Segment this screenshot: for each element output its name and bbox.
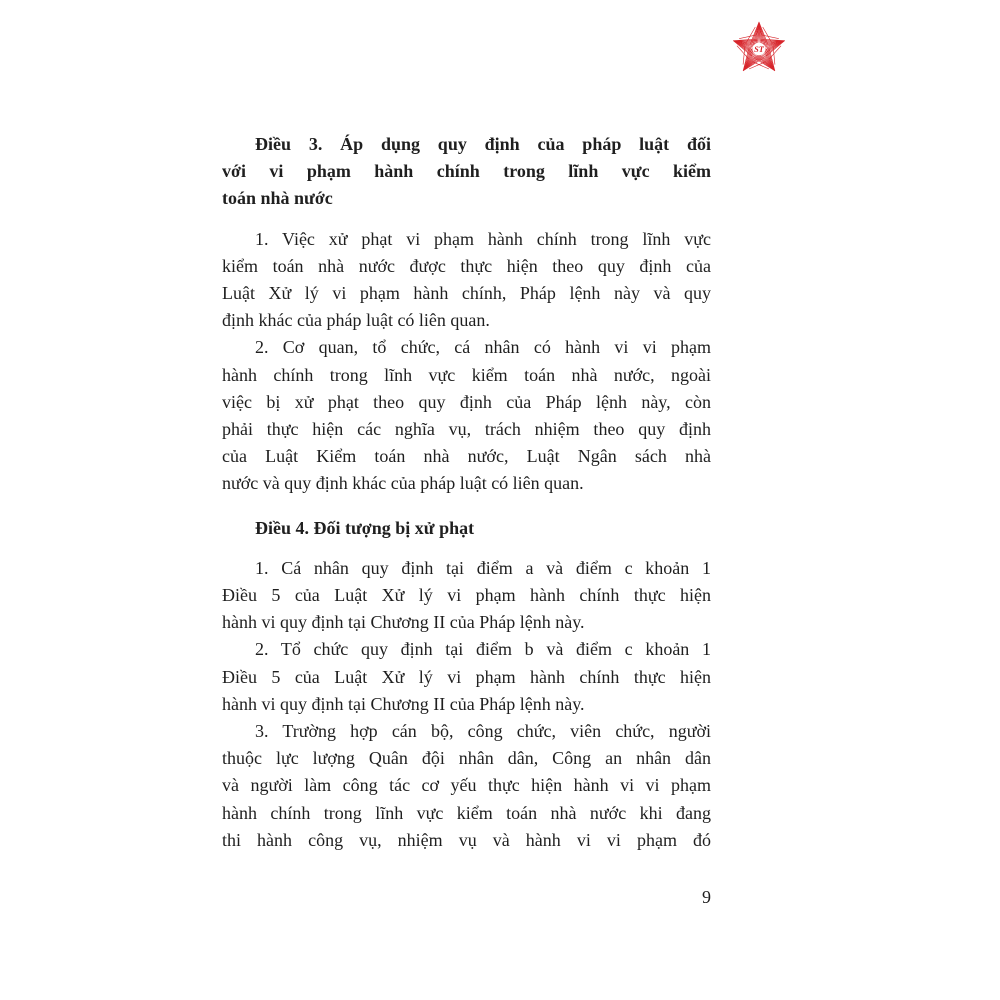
page-body (222, 131, 711, 854)
text-line: 2. Tổ chức quy định tại điểm b và điểm c khoản 1 (255, 639, 711, 660)
text-line: nước và quy định khác của pháp luật có liên quan. (222, 473, 584, 494)
text-line: toán nhà nước (222, 188, 333, 209)
text-line: 1. Việc xử phạt vi phạm hành chính trong lĩnh vực (255, 228, 711, 249)
text-line: 3. Trường hợp cán bộ, công chức, viên chức, người (255, 721, 711, 742)
text-line: hành chính trong lĩnh vực kiểm toán nhà nước, ngoài (222, 364, 711, 385)
text-line: thuộc lực lượng Quân đội nhân dân, Công an nhân dân (222, 748, 711, 769)
text-line: phải thực hiện các nghĩa vụ, trách nhiệm theo quy định (222, 419, 711, 440)
article-heading (222, 515, 711, 542)
text-line: thi hành công vụ, nhiệm vụ và hành vi vi phạm đó (222, 829, 711, 850)
logo-letters: ST (754, 44, 764, 54)
text-line: Điều 5 của Luật Xử lý vi phạm hành chính thực hiện (222, 585, 711, 606)
paragraph (222, 226, 711, 335)
text-line: Điều 5 của Luật Xử lý vi phạm hành chính thực hiện (222, 666, 711, 687)
text-line: định khác của pháp luật có liên quan. (222, 310, 490, 331)
star-fan-icon (727, 15, 791, 83)
paragraph (222, 334, 711, 497)
text-line: 2. Cơ quan, tổ chức, cá nhân có hành vi vi phạm (255, 337, 711, 358)
publisher-star-logo (727, 15, 791, 83)
text-line: của Luật Kiểm toán nhà nước, Luật Ngân sách nhà (222, 446, 711, 467)
text-line: hành chính trong lĩnh vực kiểm toán nhà nước khi đang (222, 802, 711, 823)
text-line: 1. Cá nhân quy định tại điểm a và điểm c khoản 1 (255, 557, 711, 578)
text-line: Điều 3. Áp dụng quy định của pháp luật đối (255, 134, 711, 154)
paragraph (222, 636, 711, 718)
text-line: hành vi quy định tại Chương II của Pháp lệnh này. (222, 693, 585, 714)
text-line: hành vi quy định tại Chương II của Pháp lệnh này. (222, 612, 585, 633)
text-line: và người làm công tác cơ yếu thực hiện hành vi vi phạm (222, 775, 711, 796)
text-line: Điều 4. Đối tượng bị xử phạt (255, 517, 475, 538)
text-line: với vi phạm hành chính trong lĩnh vực kiểm (222, 161, 711, 182)
article-heading (222, 131, 711, 213)
page-number: 9 (702, 887, 711, 907)
text-line: Luật Xử lý vi phạm hành chính, Pháp lệnh này và quy (222, 283, 711, 304)
text-line: việc bị xử phạt theo quy định của Pháp lệnh này, còn (222, 391, 711, 412)
text-line: kiểm toán nhà nước được thực hiện theo quy định của (222, 255, 711, 276)
paragraph (222, 555, 711, 637)
paragraph (222, 718, 711, 854)
